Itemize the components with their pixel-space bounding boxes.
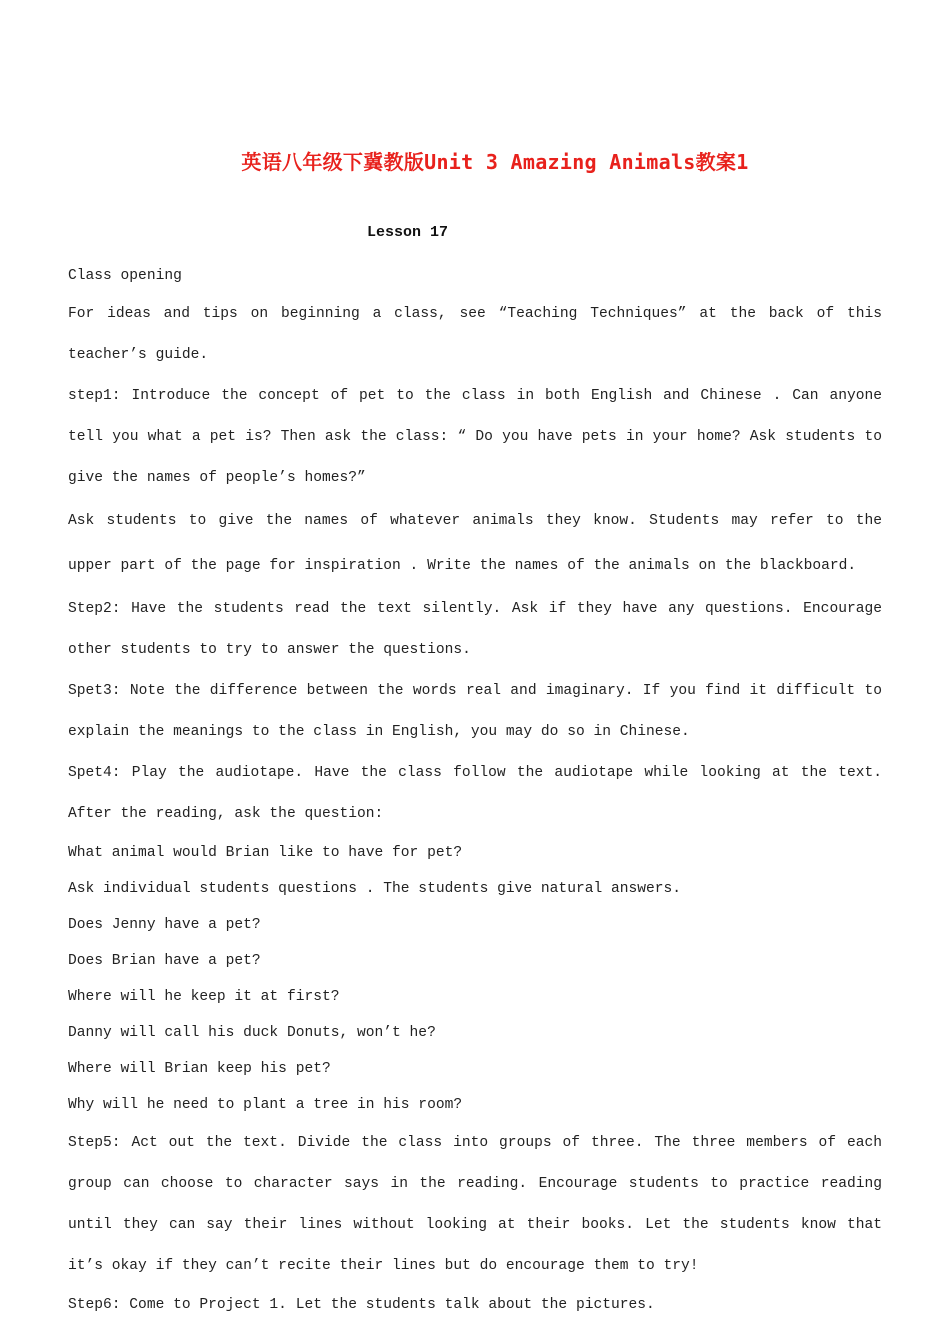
paragraph-step6: Step6: Come to Project 1. Let the students talk about the pictures. bbox=[68, 1297, 655, 1313]
paragraph-question-keep: Where will Brian keep his pet? bbox=[68, 1061, 331, 1077]
paragraph-step5: Step5: Act out the text. Divide the class into groups of three. The three members of each group can choose to character says in the reading. Encourage students to practice reading until they can say their lines without looking at their books. Let the students know that it’s okay if they can’t recite their lines but do encourage them to try! bbox=[68, 1135, 882, 1274]
lesson-heading: Lesson 17 bbox=[367, 224, 449, 241]
paragraph-animal-names: Ask students to give the names of whatever animals they know. Students may refer to the upper part of the page for inspiration . Write the names of the animals on the blackboard. bbox=[68, 513, 882, 574]
paragraph-step2: Step2: Have the students read the text silently. Ask if they have any questions. Encourage other students to try to answer the questions. bbox=[68, 601, 882, 658]
paragraph-question-brian: Does Brian have a pet? bbox=[68, 953, 261, 969]
paragraph-step1: step1: Introduce the concept of pet to the class in both English and Chinese . Can anyone tell you what a pet is? Then ask the class: “ Do you have pets in your home? Ask students to give the names of people’s homes?” bbox=[68, 388, 882, 486]
paragraph-step3: Spet3: Note the difference between the words real and imaginary. If you find it difficult to explain the meanings to the class in English, you may do so in Chinese. bbox=[68, 683, 882, 740]
document-title: 英语八年级下冀教版Unit 3 Amazing Animals教案1 bbox=[241, 150, 749, 174]
paragraph-class-opening: Class opening bbox=[68, 268, 182, 284]
paragraph-question-tree: Why will he need to plant a tree in his room? bbox=[68, 1097, 463, 1113]
paragraph-question-donuts: Danny will call his duck Donuts, won’t he? bbox=[68, 1025, 436, 1041]
paragraph-question-jenny: Does Jenny have a pet? bbox=[68, 917, 261, 933]
paragraph-step4: Spet4: Play the audiotape. Have the class follow the audiotape while looking at the text. After the reading, ask the question: bbox=[68, 765, 882, 822]
paragraph-ideas-tips: For ideas and tips on beginning a class, see “Teaching Techniques” at the back of this teacher’s guide. bbox=[68, 306, 882, 363]
paragraph-question-first: Where will he keep it at first? bbox=[68, 989, 340, 1005]
paragraph-individual-questions: Ask individual students questions . The students give natural answers. bbox=[68, 881, 682, 897]
document-body bbox=[68, 258, 882, 1323]
paragraph-question-pet: What animal would Brian like to have for pet? bbox=[68, 845, 463, 861]
